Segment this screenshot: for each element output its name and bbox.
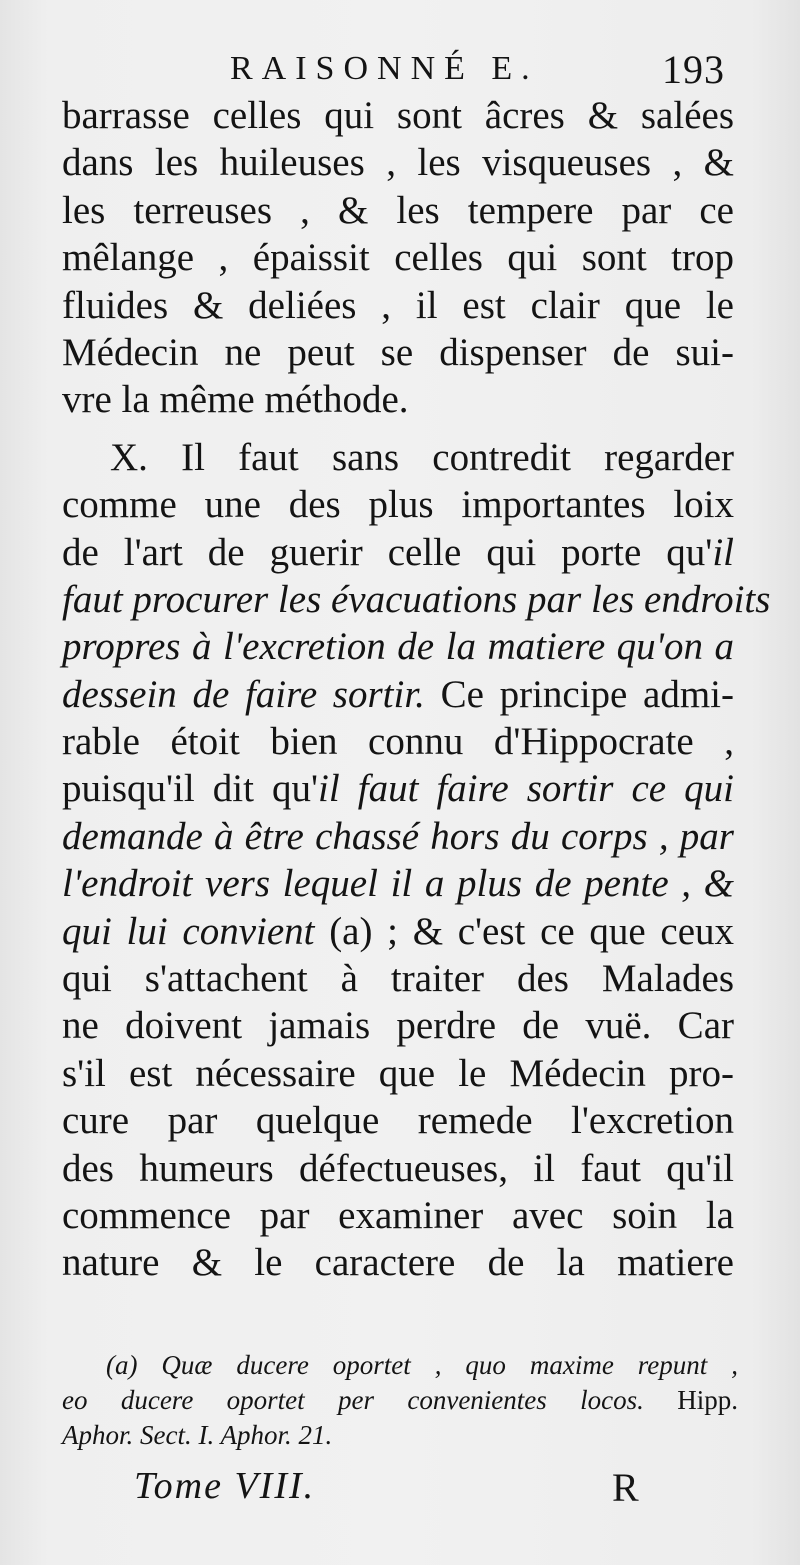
text-line: les terreuses , & les tempere par ce <box>62 188 734 232</box>
footnote <box>62 1348 738 1453</box>
italic-line: l'endroit vers lequel il a plus de pente , & <box>62 862 734 906</box>
footnote-line <box>62 1383 738 1418</box>
italic-line: faut procurer les évacuations par les endroits <box>62 577 771 621</box>
page-number: 193 <box>662 47 725 92</box>
text-line <box>62 529 734 576</box>
text-line <box>62 908 734 955</box>
text-line: s'il est nécessaire que le Médecin pro- <box>62 1051 734 1095</box>
footnote-line: Aphor. Sect. I. Aphor. 21. <box>62 1420 333 1450</box>
text-line: nature & le caractere de la matiere <box>62 1241 734 1285</box>
text-run: de l'art de guerir celle qui porte qu' <box>62 530 713 574</box>
paragraph-start-line: X. Il faut sans contredit regarder <box>110 435 734 479</box>
text-line: rable étoit bien connu d'Hippocrate , <box>62 720 734 764</box>
text-line: ne doivent jamais perdre de vuë. Car <box>62 1004 734 1048</box>
text-run: puisqu'il dit qu' <box>62 767 319 811</box>
italic-line: demande à être chassé hors du corps , par <box>62 814 734 858</box>
text-line: vre la même méthode. <box>62 378 409 422</box>
body-text <box>62 92 771 1287</box>
text-line: des humeurs défectueuses, il faut qu'il <box>62 1146 734 1190</box>
text-line: Médecin ne peut se dispenser de sui- <box>62 330 734 374</box>
text-line <box>62 671 734 718</box>
volume-label: Tome VIII. <box>134 1465 316 1507</box>
italic-run: il <box>712 530 734 574</box>
text-line: commence par examiner avec soin la <box>62 1193 734 1237</box>
italic-run: qui lui convient <box>62 909 315 953</box>
running-head: RAISONNÉ E. <box>230 50 539 87</box>
footnote-ref-run: (a) ; & c'est ce que ceux <box>314 909 735 953</box>
page-footer <box>0 1464 800 1514</box>
text-line: qui s'attachent à traiter des Malades <box>62 957 734 1001</box>
footnote-line: (a) Quæ ducere oportet , quo maxime repunt , <box>106 1350 738 1380</box>
text-line: cure par quelque remede l'excretion <box>62 1099 734 1143</box>
text-run: Ce principe admi- <box>424 672 734 716</box>
italic-run: dessein de faire sortir. <box>62 672 425 716</box>
text-line <box>62 765 734 812</box>
italic-run: eo ducere oportet per convenientes locos. <box>62 1385 644 1415</box>
signature-mark: R <box>612 1465 639 1510</box>
text-line: barrasse celles qui sont âcres & salées <box>62 94 734 137</box>
text-line: comme une des plus importantes loix <box>62 483 734 527</box>
italic-line: propres à l'excretion de la matiere qu'on a <box>62 625 734 669</box>
text-line: fluides & deliées , il est clair que le <box>62 283 734 327</box>
page-header <box>0 44 800 92</box>
text-line: dans les huileuses , les visqueuses , & <box>62 141 734 185</box>
text-run: Hipp. <box>643 1385 738 1415</box>
text-line: mêlange , épaissit celles qui sont trop <box>62 236 734 280</box>
italic-run: il faut faire sortir ce qui <box>318 767 734 811</box>
